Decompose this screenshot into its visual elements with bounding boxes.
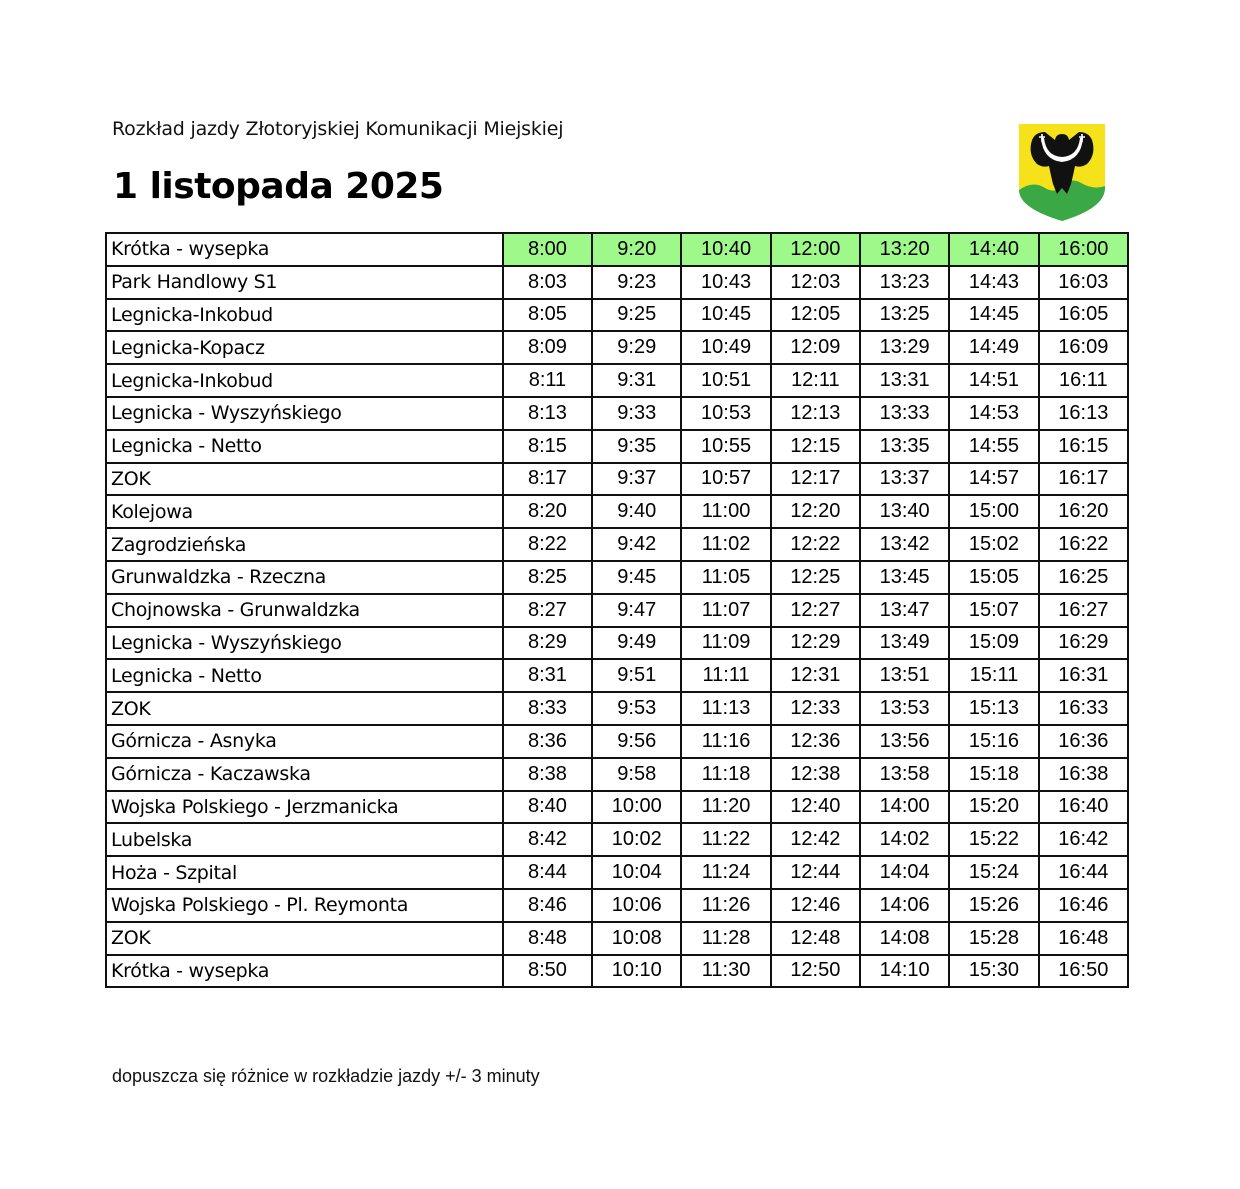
table-row [106, 561, 1128, 594]
departure-time: 9:37 [592, 463, 681, 496]
table-row [106, 955, 1128, 988]
stop-name: Legnicka - Netto [106, 430, 503, 463]
departure-time: 13:53 [860, 692, 949, 725]
timetable [105, 232, 1129, 988]
stop-name: Krótka - wysepka [106, 955, 503, 988]
departure-time: 14:49 [949, 331, 1038, 364]
document-subtitle: Rozkład jazdy Złotoryjskiej Komunikacji Miejskiej [112, 118, 564, 140]
stop-name: Legnicka - Wyszyńskiego [106, 627, 503, 660]
departure-time: 8:33 [503, 692, 592, 725]
departure-time: 13:20 [860, 233, 949, 266]
departure-time: 9:47 [592, 594, 681, 627]
departure-time: 8:29 [503, 627, 592, 660]
departure-time: 13:42 [860, 528, 949, 561]
departure-time: 11:18 [681, 758, 770, 791]
departure-time: 10:10 [592, 955, 681, 988]
departure-time: 12:46 [771, 889, 860, 922]
departure-time: 16:05 [1039, 299, 1128, 332]
table-row [106, 823, 1128, 856]
departure-time: 16:38 [1039, 758, 1128, 791]
departure-time: 16:00 [1039, 233, 1128, 266]
departure-time: 16:15 [1039, 430, 1128, 463]
departure-time: 16:50 [1039, 955, 1128, 988]
table-row [106, 331, 1128, 364]
departure-time: 15:26 [949, 889, 1038, 922]
stop-name: Kolejowa [106, 495, 503, 528]
stop-name: Lubelska [106, 823, 503, 856]
departure-time: 12:20 [771, 495, 860, 528]
departure-time: 9:40 [592, 495, 681, 528]
departure-time: 9:42 [592, 528, 681, 561]
departure-time: 15:09 [949, 627, 1038, 660]
departure-time: 12:03 [771, 266, 860, 299]
departure-time: 8:00 [503, 233, 592, 266]
departure-time: 8:27 [503, 594, 592, 627]
departure-time: 12:50 [771, 955, 860, 988]
departure-time: 8:46 [503, 889, 592, 922]
departure-time: 15:22 [949, 823, 1038, 856]
departure-time: 12:00 [771, 233, 860, 266]
departure-time: 16:44 [1039, 856, 1128, 889]
departure-time: 11:26 [681, 889, 770, 922]
departure-time: 9:20 [592, 233, 681, 266]
departure-time: 13:51 [860, 659, 949, 692]
table-row [106, 594, 1128, 627]
departure-time: 13:58 [860, 758, 949, 791]
stop-name: Górnicza - Kaczawska [106, 758, 503, 791]
departure-time: 8:03 [503, 266, 592, 299]
stop-name: ZOK [106, 463, 503, 496]
stop-name: Hoża - Szpital [106, 856, 503, 889]
departure-time: 13:49 [860, 627, 949, 660]
departure-time: 12:29 [771, 627, 860, 660]
departure-time: 15:28 [949, 922, 1038, 955]
departure-time: 14:45 [949, 299, 1038, 332]
departure-time: 16:40 [1039, 791, 1128, 824]
departure-time: 16:17 [1039, 463, 1128, 496]
table-row [106, 758, 1128, 791]
departure-time: 12:09 [771, 331, 860, 364]
departure-time: 16:03 [1039, 266, 1128, 299]
departure-time: 8:40 [503, 791, 592, 824]
departure-time: 11:02 [681, 528, 770, 561]
departure-time: 12:13 [771, 397, 860, 430]
departure-time: 10:53 [681, 397, 770, 430]
departure-time: 12:48 [771, 922, 860, 955]
departure-time: 9:29 [592, 331, 681, 364]
departure-time: 15:13 [949, 692, 1038, 725]
departure-time: 13:45 [860, 561, 949, 594]
table-row [106, 430, 1128, 463]
departure-time: 8:44 [503, 856, 592, 889]
departure-time: 15:16 [949, 725, 1038, 758]
timetable-note: dopuszcza się różnice w rozkładzie jazdy +/- 3 minuty [112, 1066, 540, 1086]
departure-time: 11:28 [681, 922, 770, 955]
table-row [106, 364, 1128, 397]
departure-time: 8:22 [503, 528, 592, 561]
departure-time: 12:25 [771, 561, 860, 594]
departure-time: 8:09 [503, 331, 592, 364]
departure-time: 14:57 [949, 463, 1038, 496]
departure-time: 11:05 [681, 561, 770, 594]
departure-time: 15:20 [949, 791, 1038, 824]
departure-time: 8:05 [503, 299, 592, 332]
departure-time: 10:04 [592, 856, 681, 889]
departure-time: 12:22 [771, 528, 860, 561]
departure-time: 12:31 [771, 659, 860, 692]
departure-time: 11:07 [681, 594, 770, 627]
table-row [106, 495, 1128, 528]
departure-time: 11:11 [681, 659, 770, 692]
departure-time: 15:07 [949, 594, 1038, 627]
departure-time: 11:30 [681, 955, 770, 988]
departure-time: 9:45 [592, 561, 681, 594]
departure-time: 16:46 [1039, 889, 1128, 922]
table-row [106, 791, 1128, 824]
departure-time: 11:24 [681, 856, 770, 889]
stop-name: Chojnowska - Grunwaldzka [106, 594, 503, 627]
departure-time: 10:06 [592, 889, 681, 922]
departure-time: 10:02 [592, 823, 681, 856]
departure-time: 9:58 [592, 758, 681, 791]
departure-time: 13:29 [860, 331, 949, 364]
departure-time: 10:55 [681, 430, 770, 463]
departure-time: 15:11 [949, 659, 1038, 692]
stop-name: Legnicka-Kopacz [106, 331, 503, 364]
table-row [106, 627, 1128, 660]
departure-time: 14:04 [860, 856, 949, 889]
departure-time: 10:43 [681, 266, 770, 299]
departure-time: 11:09 [681, 627, 770, 660]
departure-time: 8:17 [503, 463, 592, 496]
departure-time: 15:02 [949, 528, 1038, 561]
departure-time: 14:10 [860, 955, 949, 988]
departure-time: 9:51 [592, 659, 681, 692]
departure-time: 16:22 [1039, 528, 1128, 561]
departure-time: 8:15 [503, 430, 592, 463]
table-row [106, 397, 1128, 430]
stop-name: Grunwaldzka - Rzeczna [106, 561, 503, 594]
departure-time: 9:25 [592, 299, 681, 332]
departure-time: 14:00 [860, 791, 949, 824]
table-row [106, 528, 1128, 561]
departure-time: 12:40 [771, 791, 860, 824]
departure-time: 11:13 [681, 692, 770, 725]
departure-time: 13:31 [860, 364, 949, 397]
departure-time: 12:42 [771, 823, 860, 856]
departure-time: 9:33 [592, 397, 681, 430]
stop-name: Górnicza - Asnyka [106, 725, 503, 758]
departure-time: 12:36 [771, 725, 860, 758]
stop-name: Park Handlowy S1 [106, 266, 503, 299]
departure-time: 16:13 [1039, 397, 1128, 430]
departure-time: 16:36 [1039, 725, 1128, 758]
departure-time: 13:37 [860, 463, 949, 496]
departure-time: 15:05 [949, 561, 1038, 594]
departure-time: 8:42 [503, 823, 592, 856]
table-row [106, 692, 1128, 725]
departure-time: 13:40 [860, 495, 949, 528]
stop-name: Legnicka-Inkobud [106, 364, 503, 397]
stop-name: Legnicka - Wyszyńskiego [106, 397, 503, 430]
departure-time: 16:33 [1039, 692, 1128, 725]
departure-time: 10:08 [592, 922, 681, 955]
departure-time: 8:25 [503, 561, 592, 594]
stop-name: Zagrodzieńska [106, 528, 503, 561]
stop-name: Legnicka - Netto [106, 659, 503, 692]
departure-time: 15:00 [949, 495, 1038, 528]
departure-time: 10:00 [592, 791, 681, 824]
departure-time: 9:35 [592, 430, 681, 463]
departure-time: 14:06 [860, 889, 949, 922]
departure-time: 12:27 [771, 594, 860, 627]
departure-time: 14:53 [949, 397, 1038, 430]
table-row [106, 266, 1128, 299]
departure-time: 12:11 [771, 364, 860, 397]
departure-time: 13:33 [860, 397, 949, 430]
departure-time: 14:51 [949, 364, 1038, 397]
departure-time: 16:25 [1039, 561, 1128, 594]
departure-time: 11:20 [681, 791, 770, 824]
departure-time: 16:20 [1039, 495, 1128, 528]
table-row [106, 233, 1128, 266]
departure-time: 13:56 [860, 725, 949, 758]
departure-time: 12:44 [771, 856, 860, 889]
departure-time: 16:11 [1039, 364, 1128, 397]
departure-time: 16:29 [1039, 627, 1128, 660]
stop-name: Wojska Polskiego - Pl. Reymonta [106, 889, 503, 922]
departure-time: 16:31 [1039, 659, 1128, 692]
departure-time: 10:45 [681, 299, 770, 332]
table-row [106, 299, 1128, 332]
departure-time: 8:11 [503, 364, 592, 397]
departure-time: 15:18 [949, 758, 1038, 791]
departure-time: 16:48 [1039, 922, 1128, 955]
table-row [106, 856, 1128, 889]
departure-time: 13:47 [860, 594, 949, 627]
departure-time: 9:31 [592, 364, 681, 397]
table-row [106, 463, 1128, 496]
departure-time: 8:48 [503, 922, 592, 955]
departure-time: 12:05 [771, 299, 860, 332]
departure-time: 13:35 [860, 430, 949, 463]
departure-time: 12:15 [771, 430, 860, 463]
departure-time: 14:55 [949, 430, 1038, 463]
departure-time: 8:38 [503, 758, 592, 791]
departure-time: 10:40 [681, 233, 770, 266]
departure-time: 12:33 [771, 692, 860, 725]
departure-time: 13:23 [860, 266, 949, 299]
departure-time: 11:16 [681, 725, 770, 758]
departure-time: 14:40 [949, 233, 1038, 266]
departure-time: 8:36 [503, 725, 592, 758]
table-row [106, 659, 1128, 692]
departure-time: 10:57 [681, 463, 770, 496]
departure-time: 16:27 [1039, 594, 1128, 627]
departure-time: 9:53 [592, 692, 681, 725]
stop-name: Krótka - wysepka [106, 233, 503, 266]
departure-time: 14:43 [949, 266, 1038, 299]
departure-time: 12:38 [771, 758, 860, 791]
departure-time: 9:49 [592, 627, 681, 660]
departure-time: 12:17 [771, 463, 860, 496]
departure-time: 10:51 [681, 364, 770, 397]
departure-time: 8:50 [503, 955, 592, 988]
departure-time: 8:20 [503, 495, 592, 528]
table-row [106, 889, 1128, 922]
departure-time: 9:56 [592, 725, 681, 758]
document-title: 1 listopada 2025 [113, 166, 444, 207]
departure-time: 15:24 [949, 856, 1038, 889]
departure-time: 10:49 [681, 331, 770, 364]
departure-time: 11:00 [681, 495, 770, 528]
departure-time: 16:42 [1039, 823, 1128, 856]
stop-name: ZOK [106, 922, 503, 955]
table-row [106, 922, 1128, 955]
stop-name: Wojska Polskiego - Jerzmanicka [106, 791, 503, 824]
departure-time: 14:02 [860, 823, 949, 856]
departure-time: 8:13 [503, 397, 592, 430]
departure-time: 13:25 [860, 299, 949, 332]
coat-of-arms-eagle-icon [1019, 124, 1105, 221]
departure-time: 11:22 [681, 823, 770, 856]
table-row [106, 725, 1128, 758]
departure-time: 8:31 [503, 659, 592, 692]
stop-name: Legnicka-Inkobud [106, 299, 503, 332]
stop-name: ZOK [106, 692, 503, 725]
departure-time: 16:09 [1039, 331, 1128, 364]
departure-time: 9:23 [592, 266, 681, 299]
departure-time: 14:08 [860, 922, 949, 955]
departure-time: 15:30 [949, 955, 1038, 988]
